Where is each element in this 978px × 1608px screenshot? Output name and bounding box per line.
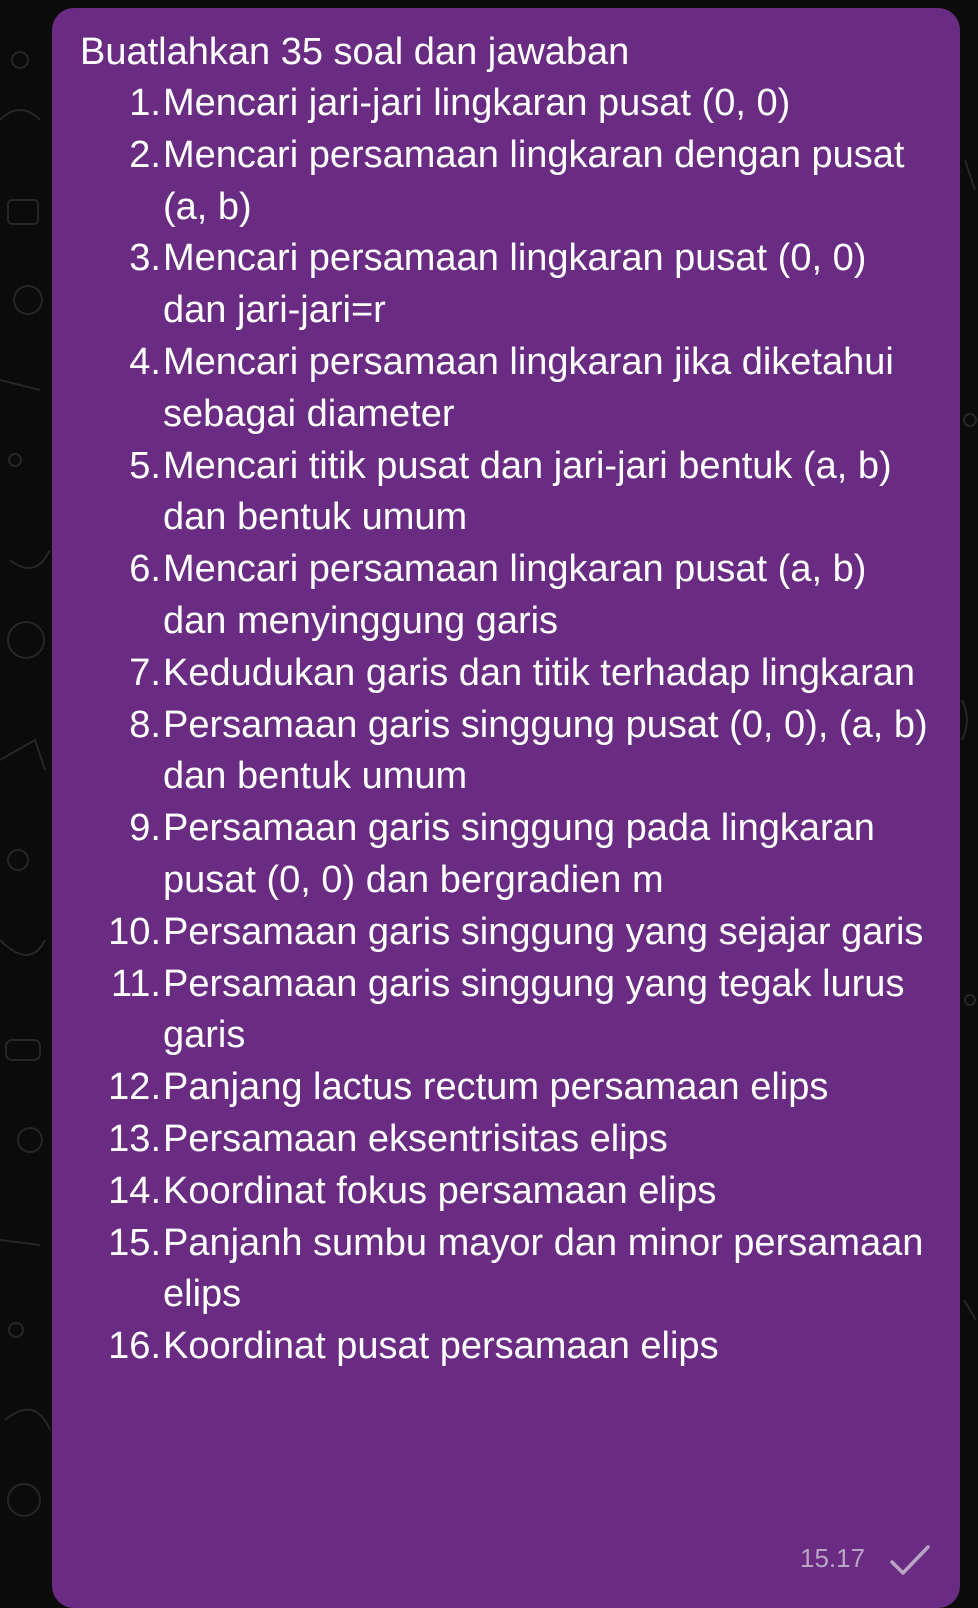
list-item	[0, 1114, 978, 1166]
item-number: 12.	[108, 1066, 161, 1109]
list-item	[0, 544, 978, 648]
list-item	[0, 130, 978, 234]
list-item	[0, 1321, 978, 1373]
list-item	[0, 233, 978, 337]
list-item	[0, 700, 978, 804]
item-text: Kedudukan garis dan titik terhadap lingkaran	[163, 651, 916, 694]
item-number: 2.	[129, 133, 161, 176]
item-text: Persamaan garis singgung pusat (0, 0), (a, b) dan bentuk umum	[163, 703, 928, 798]
list-item	[0, 803, 978, 907]
item-text: Panjang lactus rectum persamaan elips	[163, 1066, 829, 1109]
item-number: 1.	[129, 82, 161, 124]
list-item	[0, 648, 978, 700]
item-number: 10.	[108, 910, 161, 953]
item-number: 7.	[129, 651, 161, 694]
item-text: Mencari persamaan lingkaran pusat (0, 0) dan jari-jari=r	[163, 237, 867, 332]
item-number: 15.	[108, 1221, 161, 1264]
list-item	[0, 907, 978, 959]
item-text: Persamaan garis singgung yang sejajar garis	[163, 910, 924, 953]
item-number: 3.	[129, 237, 161, 280]
item-text: Mencari jari-jari lingkaran pusat (0, 0)	[163, 82, 791, 124]
item-number: 4.	[129, 340, 161, 383]
list-item	[0, 337, 978, 441]
item-text: Persamaan eksentrisitas elips	[163, 1117, 668, 1160]
list-item	[0, 1218, 978, 1322]
item-number: 5.	[129, 444, 161, 487]
item-text: Koordinat pusat persamaan elips	[163, 1325, 719, 1368]
item-number: 6.	[129, 548, 161, 591]
item-text: Mencari persamaan lingkaran jika diketahui sebagai diameter	[163, 340, 894, 435]
check-icon	[888, 1544, 932, 1578]
list-item	[0, 1166, 978, 1218]
item-number: 8.	[129, 703, 161, 746]
item-number: 9.	[129, 807, 161, 850]
item-number: 11.	[110, 962, 161, 1005]
item-text: Mencari persamaan lingkaran dengan pusat (a, b)	[163, 133, 905, 228]
list-item	[0, 78, 978, 130]
message-heading: Buatlahkan 35 soal dan jawaban	[80, 31, 630, 73]
list-item	[0, 1062, 978, 1114]
item-text: Panjanh sumbu mayor dan minor persamaan elips	[163, 1221, 924, 1316]
list-item	[0, 959, 978, 1063]
item-text: Mencari titik pusat dan jari-jari bentuk (a, b) dan bentuk umum	[163, 444, 892, 539]
item-number: 14.	[108, 1169, 161, 1212]
item-text: Persamaan garis singgung yang tegak lurus garis	[163, 962, 905, 1057]
item-number: 16.	[108, 1325, 161, 1368]
question-list	[0, 78, 978, 1373]
item-text: Koordinat fokus persamaan elips	[163, 1169, 717, 1212]
item-text: Persamaan garis singgung pada lingkaran pusat (0, 0) dan bergradien m	[163, 807, 875, 901]
item-text: Mencari persamaan lingkaran pusat (a, b) dan menyinggung garis	[163, 548, 867, 642]
list-item	[0, 441, 978, 545]
message-time: 15.17	[800, 1543, 866, 1573]
item-number: 13.	[108, 1117, 161, 1160]
